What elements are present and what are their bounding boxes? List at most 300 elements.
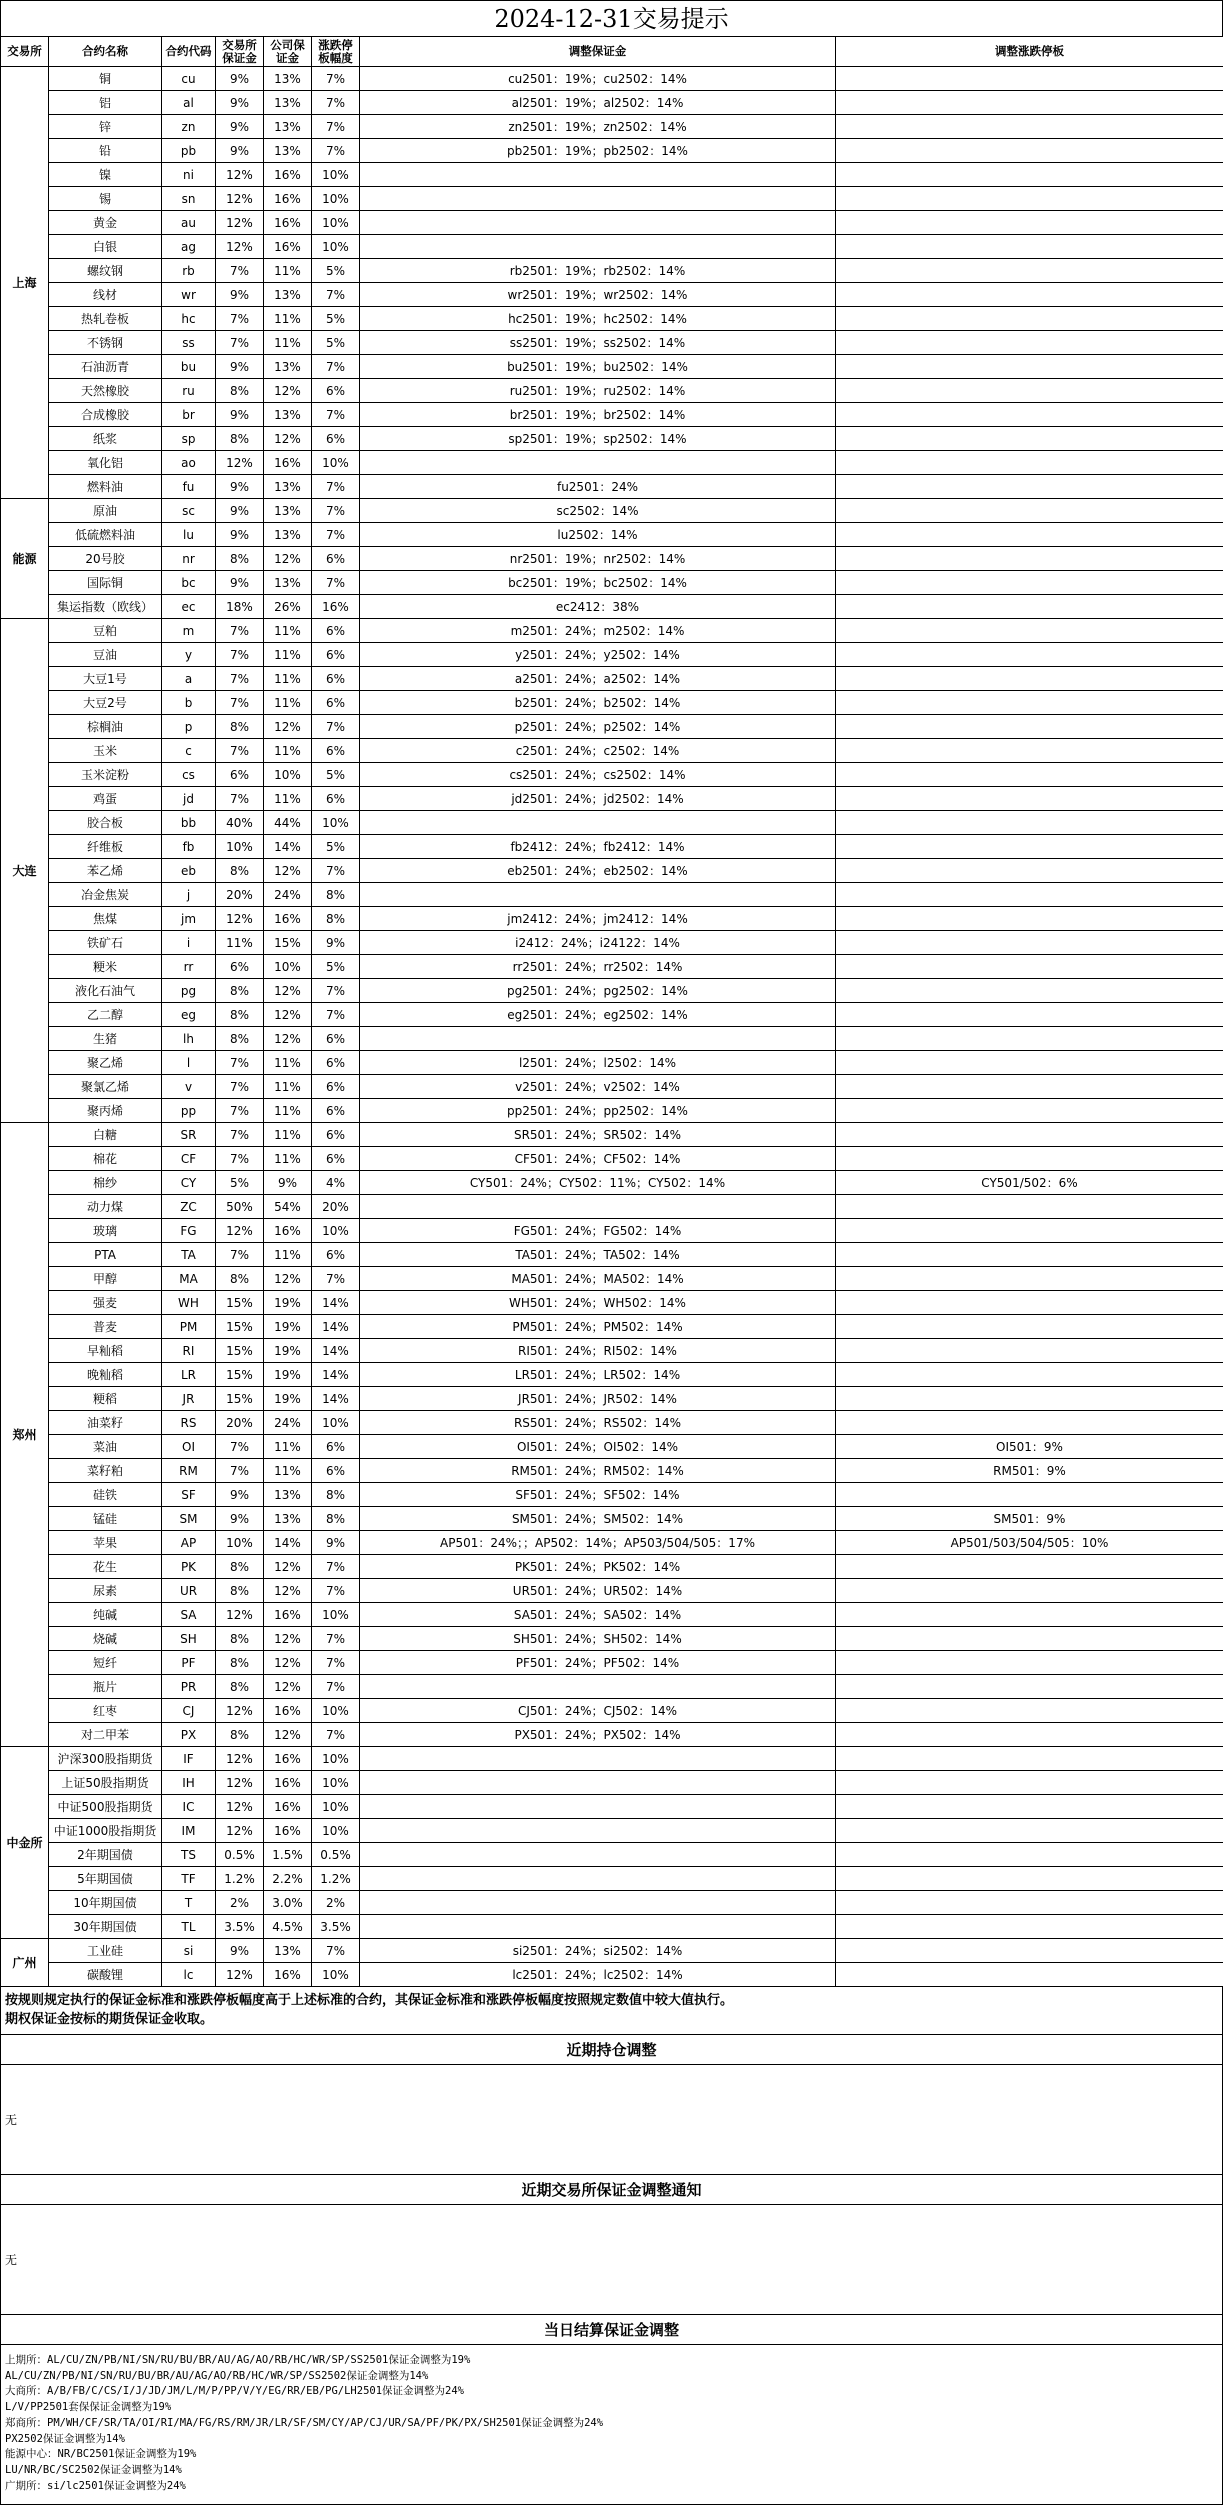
limit-cell: 7%	[312, 283, 360, 307]
exchange-margin-cell: 9%	[216, 475, 264, 499]
adjusted-limit-cell	[836, 595, 1223, 619]
contract-name-cell: 20号胶	[49, 547, 162, 571]
adjusted-limit-cell	[836, 1819, 1223, 1843]
limit-cell: 6%	[312, 1459, 360, 1483]
contract-code-cell: wr	[162, 283, 216, 307]
company-margin-cell: 12%	[264, 379, 312, 403]
table-row	[1, 763, 1223, 787]
exchange-margin-cell: 12%	[216, 1699, 264, 1723]
contract-code-cell: RS	[162, 1411, 216, 1435]
limit-cell: 6%	[312, 691, 360, 715]
table-row	[1, 1747, 1223, 1771]
company-margin-cell: 16%	[264, 163, 312, 187]
exchange-margin-cell: 7%	[216, 331, 264, 355]
adjusted-limit-cell	[836, 811, 1223, 835]
adjusted-limit-cell	[836, 907, 1223, 931]
adjusted-margin-cell: nr2501：19%；nr2502：14%	[360, 547, 836, 571]
table-row	[1, 1939, 1223, 1963]
contract-name-cell: 燃料油	[49, 475, 162, 499]
contract-name-cell: 棉纱	[49, 1171, 162, 1195]
exchange-margin-cell: 9%	[216, 91, 264, 115]
adjusted-limit-cell	[836, 1027, 1223, 1051]
contract-code-cell: c	[162, 739, 216, 763]
contract-name-cell: 烧碱	[49, 1627, 162, 1651]
company-margin-cell: 2.2%	[264, 1867, 312, 1891]
position-adjust-title: 近期持仓调整	[0, 2035, 1223, 2065]
header-contract-name: 合约名称	[49, 37, 162, 67]
contract-code-cell: l	[162, 1051, 216, 1075]
contract-code-cell: PR	[162, 1675, 216, 1699]
contract-name-cell: 玉米	[49, 739, 162, 763]
adjusted-limit-cell	[836, 523, 1223, 547]
contract-name-cell: 30年期国债	[49, 1915, 162, 1939]
company-margin-cell: 54%	[264, 1195, 312, 1219]
limit-cell: 5%	[312, 955, 360, 979]
exchange-margin-cell: 9%	[216, 571, 264, 595]
contract-code-cell: y	[162, 643, 216, 667]
exchange-margin-cell: 8%	[216, 1627, 264, 1651]
exchange-margin-cell: 12%	[216, 1819, 264, 1843]
settlement-line: LU/NR/BC/SC2502保证金调整为14%	[5, 2463, 1218, 2479]
company-margin-cell: 13%	[264, 1507, 312, 1531]
exchange-margin-cell: 15%	[216, 1291, 264, 1315]
adjusted-margin-cell	[360, 1891, 836, 1915]
adjusted-limit-cell	[836, 1627, 1223, 1651]
company-margin-cell: 24%	[264, 1411, 312, 1435]
limit-cell: 7%	[312, 355, 360, 379]
table-row	[1, 643, 1223, 667]
table-row	[1, 1003, 1223, 1027]
margin-notice-body	[0, 2205, 1223, 2315]
table-row	[1, 403, 1223, 427]
limit-cell: 7%	[312, 1651, 360, 1675]
exchange-margin-cell: 15%	[216, 1363, 264, 1387]
company-margin-cell: 19%	[264, 1315, 312, 1339]
adjusted-limit-cell	[836, 1291, 1223, 1315]
adjusted-limit-cell	[836, 1267, 1223, 1291]
table-row	[1, 619, 1223, 643]
adjusted-margin-cell: CJ501：24%；CJ502：14%	[360, 1699, 836, 1723]
table-row	[1, 859, 1223, 883]
table-row	[1, 355, 1223, 379]
table-row	[1, 187, 1223, 211]
contract-name-cell: 沪深300股指期货	[49, 1747, 162, 1771]
exchange-margin-cell: 20%	[216, 1411, 264, 1435]
adjusted-margin-cell: bu2501：19%；bu2502：14%	[360, 355, 836, 379]
exchange-margin-cell: 12%	[216, 907, 264, 931]
contract-name-cell: 聚氯乙烯	[49, 1075, 162, 1099]
table-row	[1, 1339, 1223, 1363]
table-row	[1, 835, 1223, 859]
contract-name-cell: 线材	[49, 283, 162, 307]
company-margin-cell: 12%	[264, 1267, 312, 1291]
company-margin-cell: 26%	[264, 595, 312, 619]
exchange-margin-cell: 7%	[216, 1459, 264, 1483]
exchange-margin-cell: 40%	[216, 811, 264, 835]
contract-code-cell: b	[162, 691, 216, 715]
adjusted-limit-cell	[836, 1603, 1223, 1627]
adjusted-margin-cell: PK501：24%；PK502：14%	[360, 1555, 836, 1579]
settlement-line: 广期所：si/lc2501保证金调整为24%	[5, 2479, 1218, 2495]
adjusted-margin-cell: wr2501：19%；wr2502：14%	[360, 283, 836, 307]
adjusted-margin-cell: SA501：24%；SA502：14%	[360, 1603, 836, 1627]
limit-cell: 7%	[312, 1723, 360, 1747]
table-row	[1, 883, 1223, 907]
limit-cell: 6%	[312, 1075, 360, 1099]
adjusted-margin-cell: JR501：24%；JR502：14%	[360, 1387, 836, 1411]
limit-cell: 10%	[312, 1699, 360, 1723]
exchange-margin-cell: 12%	[216, 1771, 264, 1795]
adjusted-limit-cell	[836, 1099, 1223, 1123]
contract-code-cell: sn	[162, 187, 216, 211]
contract-code-cell: a	[162, 667, 216, 691]
contract-name-cell: 强麦	[49, 1291, 162, 1315]
exchange-margin-cell: 7%	[216, 1243, 264, 1267]
adjusted-margin-cell: l2501：24%；l2502：14%	[360, 1051, 836, 1075]
contract-code-cell: cu	[162, 67, 216, 91]
adjusted-margin-cell: ru2501：19%；ru2502：14%	[360, 379, 836, 403]
limit-cell: 16%	[312, 595, 360, 619]
exchange-margin-cell: 9%	[216, 115, 264, 139]
contract-name-cell: 冶金焦炭	[49, 883, 162, 907]
adjusted-limit-cell	[836, 379, 1223, 403]
company-margin-cell: 16%	[264, 1795, 312, 1819]
company-margin-cell: 11%	[264, 739, 312, 763]
exchange-margin-cell: 7%	[216, 1099, 264, 1123]
adjusted-limit-cell	[836, 1651, 1223, 1675]
limit-cell: 6%	[312, 1027, 360, 1051]
limit-cell: 10%	[312, 1411, 360, 1435]
limit-cell: 6%	[312, 1147, 360, 1171]
company-margin-cell: 12%	[264, 1651, 312, 1675]
adjusted-limit-cell	[836, 739, 1223, 763]
company-margin-cell: 11%	[264, 1459, 312, 1483]
table-row	[1, 259, 1223, 283]
table-row	[1, 547, 1223, 571]
adjusted-margin-cell: PX501：24%；PX502：14%	[360, 1723, 836, 1747]
contract-name-cell: 聚乙烯	[49, 1051, 162, 1075]
company-margin-cell: 13%	[264, 91, 312, 115]
contract-code-cell: SR	[162, 1123, 216, 1147]
company-margin-cell: 13%	[264, 403, 312, 427]
limit-cell: 10%	[312, 163, 360, 187]
adjusted-limit-cell	[836, 211, 1223, 235]
limit-cell: 10%	[312, 1771, 360, 1795]
table-row	[1, 1195, 1223, 1219]
limit-cell: 6%	[312, 1243, 360, 1267]
contract-name-cell: 铁矿石	[49, 931, 162, 955]
exchange-margin-cell: 12%	[216, 1795, 264, 1819]
exchange-margin-cell: 7%	[216, 1123, 264, 1147]
exchange-cell: 大连	[1, 619, 49, 1123]
adjusted-margin-cell: SR501：24%；SR502：14%	[360, 1123, 836, 1147]
page-title: 2024-12-31交易提示	[0, 0, 1223, 36]
adjusted-margin-cell: FG501：24%；FG502：14%	[360, 1219, 836, 1243]
table-row	[1, 1387, 1223, 1411]
table-row	[1, 811, 1223, 835]
company-margin-cell: 44%	[264, 811, 312, 835]
adjusted-margin-cell: eb2501：24%；eb2502：14%	[360, 859, 836, 883]
contract-code-cell: pp	[162, 1099, 216, 1123]
contract-name-cell: 苹果	[49, 1531, 162, 1555]
limit-cell: 20%	[312, 1195, 360, 1219]
company-margin-cell: 12%	[264, 1675, 312, 1699]
contract-name-cell: 白糖	[49, 1123, 162, 1147]
contract-code-cell: jd	[162, 787, 216, 811]
contract-name-cell: 纸浆	[49, 427, 162, 451]
table-row	[1, 1867, 1223, 1891]
adjusted-limit-cell	[836, 91, 1223, 115]
company-margin-cell: 4.5%	[264, 1915, 312, 1939]
limit-cell: 6%	[312, 547, 360, 571]
adjusted-margin-cell: RI501：24%；RI502：14%	[360, 1339, 836, 1363]
adjusted-margin-cell: LR501：24%；LR502：14%	[360, 1363, 836, 1387]
adjusted-margin-cell	[360, 1195, 836, 1219]
limit-cell: 9%	[312, 931, 360, 955]
exchange-margin-cell: 9%	[216, 1507, 264, 1531]
exchange-margin-cell: 12%	[216, 1219, 264, 1243]
company-margin-cell: 16%	[264, 907, 312, 931]
contract-name-cell: 乙二醇	[49, 1003, 162, 1027]
company-margin-cell: 12%	[264, 979, 312, 1003]
adjusted-margin-cell: bc2501：19%；bc2502：14%	[360, 571, 836, 595]
table-row	[1, 691, 1223, 715]
table-row	[1, 1459, 1223, 1483]
adjusted-margin-cell: UR501：24%；UR502：14%	[360, 1579, 836, 1603]
exchange-margin-cell: 20%	[216, 883, 264, 907]
contract-code-cell: fb	[162, 835, 216, 859]
adjusted-margin-cell: jd2501：24%；jd2502：14%	[360, 787, 836, 811]
limit-cell: 5%	[312, 259, 360, 283]
contract-name-cell: 菜籽粕	[49, 1459, 162, 1483]
company-margin-cell: 11%	[264, 1099, 312, 1123]
limit-cell: 6%	[312, 739, 360, 763]
table-row	[1, 1315, 1223, 1339]
limit-cell: 7%	[312, 1003, 360, 1027]
adjusted-limit-cell	[836, 763, 1223, 787]
limit-cell: 10%	[312, 1219, 360, 1243]
table-row	[1, 91, 1223, 115]
settlement-line: AL/CU/ZN/PB/NI/SN/RU/BU/BR/AU/AG/AO/RB/HC/WR/SP/SS2502保证金调整为14%	[5, 2369, 1218, 2385]
adjusted-limit-cell	[836, 187, 1223, 211]
adjusted-limit-cell	[836, 1723, 1223, 1747]
company-margin-cell: 13%	[264, 499, 312, 523]
contract-name-cell: 石油沥青	[49, 355, 162, 379]
contract-code-cell: sp	[162, 427, 216, 451]
contract-name-cell: 焦煤	[49, 907, 162, 931]
settlement-line: 郑商所：PM/WH/CF/SR/TA/OI/RI/MA/FG/RS/RM/JR/LR/SF/SM/CY/AP/CJ/UR/SA/PF/PK/PX/SH2501保证金调整为24%	[5, 2416, 1218, 2432]
exchange-margin-cell: 8%	[216, 1579, 264, 1603]
limit-cell: 14%	[312, 1339, 360, 1363]
table-row	[1, 475, 1223, 499]
contract-name-cell: 甲醇	[49, 1267, 162, 1291]
contract-name-cell: 红枣	[49, 1699, 162, 1723]
adjusted-limit-cell	[836, 1003, 1223, 1027]
adjusted-margin-cell: lc2501：24%；lc2502：14%	[360, 1963, 836, 1987]
contract-code-cell: MA	[162, 1267, 216, 1291]
exchange-margin-cell: 1.2%	[216, 1867, 264, 1891]
exchange-margin-cell: 7%	[216, 259, 264, 283]
limit-cell: 10%	[312, 1795, 360, 1819]
adjusted-limit-cell	[836, 835, 1223, 859]
adjusted-limit-cell	[836, 235, 1223, 259]
contract-code-cell: RM	[162, 1459, 216, 1483]
contract-code-cell: al	[162, 91, 216, 115]
adjusted-margin-cell: fb2412：24%；fb2412：14%	[360, 835, 836, 859]
limit-cell: 7%	[312, 1627, 360, 1651]
adjusted-limit-cell	[836, 1315, 1223, 1339]
contract-code-cell: ag	[162, 235, 216, 259]
contract-code-cell: sc	[162, 499, 216, 523]
limit-cell: 7%	[312, 1579, 360, 1603]
adjusted-margin-cell: hc2501：19%；hc2502：14%	[360, 307, 836, 331]
adjusted-limit-cell	[836, 619, 1223, 643]
limit-cell: 6%	[312, 787, 360, 811]
table-row	[1, 1891, 1223, 1915]
contract-name-cell: 纤维板	[49, 835, 162, 859]
exchange-margin-cell: 3.5%	[216, 1915, 264, 1939]
adjusted-limit-cell	[836, 1795, 1223, 1819]
limit-cell: 7%	[312, 499, 360, 523]
company-margin-cell: 16%	[264, 1771, 312, 1795]
settlement-adjust-body	[0, 2345, 1223, 2505]
contract-code-cell: TA	[162, 1243, 216, 1267]
table-row	[1, 667, 1223, 691]
exchange-margin-cell: 8%	[216, 547, 264, 571]
adjusted-limit-cell	[836, 499, 1223, 523]
contract-name-cell: 对二甲苯	[49, 1723, 162, 1747]
adjusted-margin-cell: br2501：19%；br2502：14%	[360, 403, 836, 427]
limit-cell: 6%	[312, 643, 360, 667]
header-adjusted-limit: 调整涨跌停板	[836, 37, 1223, 67]
company-margin-cell: 11%	[264, 1435, 312, 1459]
adjusted-limit-cell: AP501/503/504/505：10%	[836, 1531, 1223, 1555]
contract-name-cell: 棕榈油	[49, 715, 162, 739]
contract-code-cell: cs	[162, 763, 216, 787]
contract-name-cell: 锌	[49, 115, 162, 139]
table-row	[1, 1531, 1223, 1555]
contract-code-cell: JR	[162, 1387, 216, 1411]
adjusted-limit-cell	[836, 715, 1223, 739]
exchange-margin-cell: 7%	[216, 1147, 264, 1171]
table-row	[1, 1699, 1223, 1723]
table-row	[1, 379, 1223, 403]
exchange-margin-cell: 50%	[216, 1195, 264, 1219]
company-margin-cell: 11%	[264, 619, 312, 643]
exchange-cell: 广州	[1, 1939, 49, 1987]
exchange-margin-cell: 8%	[216, 1267, 264, 1291]
contract-code-cell: bb	[162, 811, 216, 835]
adjusted-limit-cell	[836, 1339, 1223, 1363]
limit-cell: 7%	[312, 571, 360, 595]
contract-name-cell: 10年期国债	[49, 1891, 162, 1915]
adjusted-limit-cell	[836, 451, 1223, 475]
adjusted-limit-cell	[836, 163, 1223, 187]
table-row	[1, 1051, 1223, 1075]
contract-code-cell: SM	[162, 1507, 216, 1531]
limit-cell: 6%	[312, 1099, 360, 1123]
adjusted-margin-cell	[360, 1795, 836, 1819]
adjusted-margin-cell	[360, 1915, 836, 1939]
adjusted-margin-cell: lu2502：14%	[360, 523, 836, 547]
header-adjusted-margin: 调整保证金	[360, 37, 836, 67]
exchange-margin-cell: 12%	[216, 1747, 264, 1771]
adjusted-margin-cell	[360, 451, 836, 475]
table-row	[1, 1915, 1223, 1939]
exchange-margin-cell: 8%	[216, 1723, 264, 1747]
adjusted-limit-cell	[836, 403, 1223, 427]
adjusted-margin-cell: rr2501：24%；rr2502：14%	[360, 955, 836, 979]
exchange-margin-cell: 7%	[216, 619, 264, 643]
company-margin-cell: 16%	[264, 211, 312, 235]
limit-cell: 14%	[312, 1387, 360, 1411]
exchange-margin-cell: 12%	[216, 211, 264, 235]
contract-code-cell: ss	[162, 331, 216, 355]
limit-cell: 7%	[312, 1267, 360, 1291]
contract-name-cell: 纯碱	[49, 1603, 162, 1627]
exchange-cell: 上海	[1, 67, 49, 499]
adjusted-margin-cell: RS501：24%；RS502：14%	[360, 1411, 836, 1435]
contract-code-cell: OI	[162, 1435, 216, 1459]
company-margin-cell: 12%	[264, 1003, 312, 1027]
adjusted-limit-cell	[836, 1075, 1223, 1099]
contract-code-cell: eg	[162, 1003, 216, 1027]
company-margin-cell: 16%	[264, 1699, 312, 1723]
company-margin-cell: 16%	[264, 1963, 312, 1987]
adjusted-limit-cell	[836, 1483, 1223, 1507]
contract-name-cell: 中证1000股指期货	[49, 1819, 162, 1843]
adjusted-margin-cell: SF501：24%；SF502：14%	[360, 1483, 836, 1507]
adjusted-limit-cell	[836, 67, 1223, 91]
adjusted-limit-cell	[836, 1771, 1223, 1795]
table-row	[1, 1027, 1223, 1051]
adjusted-margin-cell: TA501：24%；TA502：14%	[360, 1243, 836, 1267]
limit-cell: 5%	[312, 763, 360, 787]
limit-cell: 7%	[312, 475, 360, 499]
company-margin-cell: 13%	[264, 355, 312, 379]
table-row	[1, 1075, 1223, 1099]
contract-name-cell: 鸡蛋	[49, 787, 162, 811]
exchange-margin-cell: 8%	[216, 1651, 264, 1675]
margin-notice-text: 无	[5, 2251, 17, 2268]
table-row	[1, 1819, 1223, 1843]
limit-cell: 7%	[312, 67, 360, 91]
adjusted-limit-cell	[836, 979, 1223, 1003]
limit-cell: 8%	[312, 907, 360, 931]
table-header-row	[1, 37, 1223, 67]
contract-code-cell: si	[162, 1939, 216, 1963]
adjusted-limit-cell: CY501/502：6%	[836, 1171, 1223, 1195]
table-row	[1, 1267, 1223, 1291]
contract-code-cell: SA	[162, 1603, 216, 1627]
contract-name-cell: 菜油	[49, 1435, 162, 1459]
contract-code-cell: hc	[162, 307, 216, 331]
exchange-margin-cell: 7%	[216, 739, 264, 763]
adjusted-limit-cell	[836, 1051, 1223, 1075]
exchange-margin-cell: 5%	[216, 1171, 264, 1195]
exchange-margin-cell: 12%	[216, 1963, 264, 1987]
table-row	[1, 331, 1223, 355]
limit-cell: 7%	[312, 979, 360, 1003]
table-row	[1, 1795, 1223, 1819]
exchange-margin-cell: 11%	[216, 931, 264, 955]
exchange-margin-cell: 8%	[216, 1003, 264, 1027]
contract-code-cell: pb	[162, 139, 216, 163]
adjusted-margin-cell	[360, 1867, 836, 1891]
position-adjust-text: 无	[5, 2111, 17, 2128]
adjusted-margin-cell: sc2502：14%	[360, 499, 836, 523]
contract-code-cell: IM	[162, 1819, 216, 1843]
